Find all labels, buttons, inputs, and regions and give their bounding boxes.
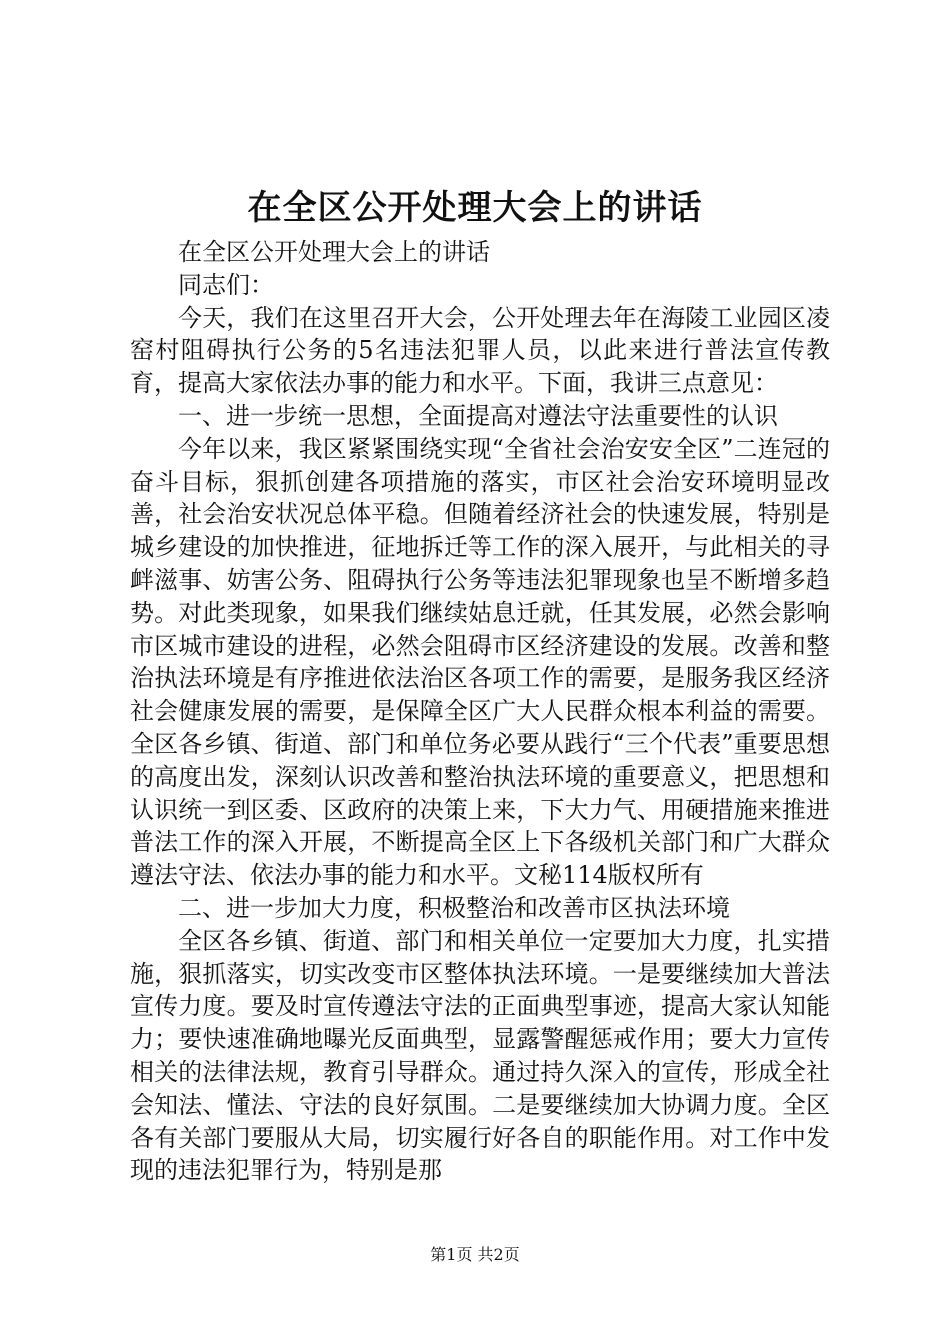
section-2-paragraph: 全区各乡镇、街道、部门和相关单位一定要加大力度，扎实措施，狠抓落实，切实改变市区整体执法环境。一是要继续加大普法宣传力度。要及时宣传遵法守法的正面典型事迹，提高大家认知能力；要快速准确地曝光反面典型，显露警醒惩戒作用；要大力宣传相关的法律法规，教育引导群众。通过持久深入的宣传，形成全社会知法、懂法、守法的良好氛围。二是要继续加大协调力度。全区各有关部门要服从大局，切实履行好各自的职能作用。对工作中发现的违法犯罪行为，特别是那 xyxy=(130,926,830,1185)
subtitle-paragraph: 在全区公开处理大会上的讲话 xyxy=(178,238,490,266)
section-heading-2: 二、进一步加大力度，积极整治和改善市区执法环境 xyxy=(178,893,730,922)
section-heading-1: 一、进一步统一思想，全面提高对遵法守法重要性的认识 xyxy=(178,401,778,430)
document-body xyxy=(130,236,830,1187)
section-1-paragraph: 今年以来，我区紧紧围绕实现“全省社会治安安全区”二连冠的奋斗目标，狠抓创建各项措施的落实，市区社会治安环境明显改善，社会治安状况总体平稳。但随着经济社会的快速发展，特别是城乡建设的加快推进，征地拆迁等工作的深入展开，与此相关的寻衅滋事、妨害公务、阻碍执行公务等违法犯罪现象也呈不断增多趋势。对此类现象，如果我们继续姑息迁就，任其发展，必然会影响市区城市建设的进程，必然会阻碍市区经济建设的发展。改善和整治执法环境是有序推进依法治区各项工作的需要，是服务我区经济社会健康发展的需要，是保障全区广大人民群众根本利益的需要。全区各乡镇、街道、部门和单位务必要从践行“三个代表”重要思想的高度出发，深刻认识改善和整治执法环境的重要意义，把思想和认识统一到区委、区政府的决策上来，下大力气、用硬措施来推进普法工作的深入开展，不断提高全区上下各级机关部门和广大群众遵法守法、依法办事的能力和水平。文秘114版权所有 xyxy=(130,434,830,890)
salutation-paragraph: 同志们： xyxy=(178,270,274,299)
intro-paragraph: 今天，我们在这里召开大会，公开处理去年在海陵工业园区凌窑村阻碍执行公务的5名违法犯罪人员，以此来进行普法宣传教育，提高大家依法办事的能力和水平。下面，我讲三点意见： xyxy=(130,303,830,398)
page-footer: 第1页 共2页 xyxy=(430,1245,520,1264)
document-title: 在全区公开处理大会上的讲话 xyxy=(247,188,703,228)
